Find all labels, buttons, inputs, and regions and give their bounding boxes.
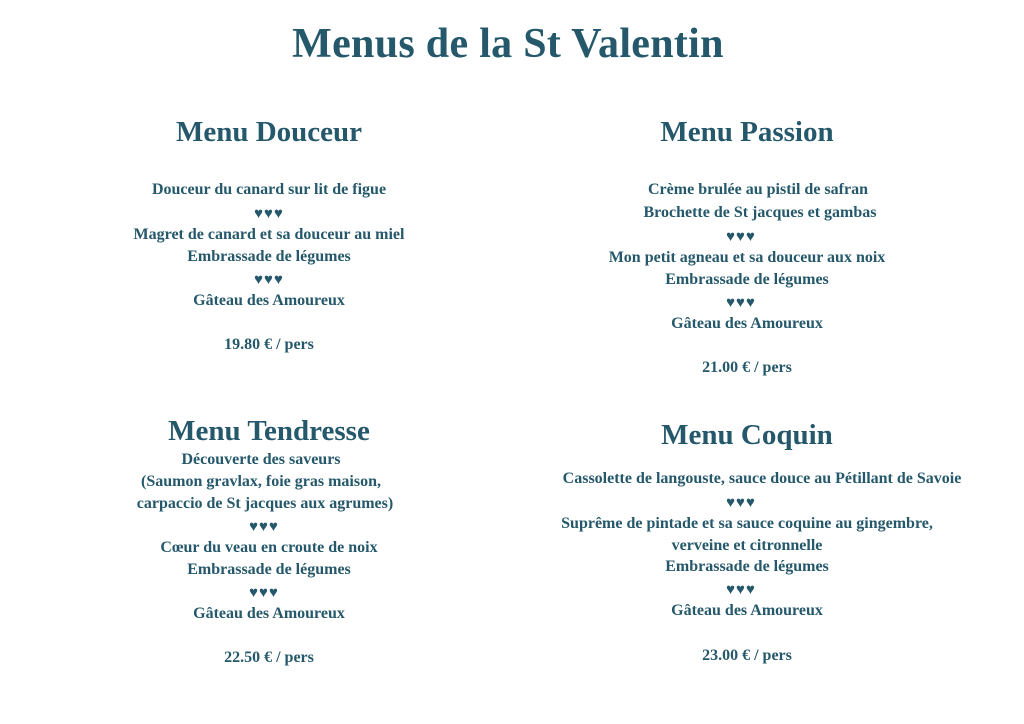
- menu-passion-item-1: Crème brulée au pistil de safran: [648, 181, 868, 198]
- menu-coquin-item-4: Embrassade de légumes: [665, 558, 829, 575]
- menu-douceur-item-4: Gâteau des Amoureux: [193, 292, 345, 309]
- menu-passion-item-2: Brochette de St jacques et gambas: [643, 204, 877, 221]
- menu-passion-item-4: Embrassade de légumes: [665, 271, 829, 288]
- hearts-divider: ♥♥♥: [726, 229, 756, 245]
- menu-coquin-item-3: verveine et citronnelle: [671, 537, 823, 554]
- menu-tendresse-item-1: Découverte des saveurs: [181, 451, 341, 468]
- menu-coquin-price: 23.00 € / pers: [702, 647, 792, 664]
- menu-tendresse-title: Menu Tendresse: [168, 415, 370, 447]
- menu-tendresse-item-5: Embrassade de légumes: [187, 561, 351, 578]
- menu-passion-price: 21.00 € / pers: [702, 359, 792, 376]
- menu-coquin-item-2: Suprême de pintade et sa sauce coquine au gingembre,: [561, 515, 933, 532]
- page-title: Menus de la St Valentin: [292, 21, 724, 67]
- menu-passion-title: Menu Passion: [660, 116, 834, 148]
- menu-passion-item-3: Mon petit agneau et sa douceur aux noix: [608, 249, 886, 266]
- menu-douceur-item-3: Embrassade de légumes: [187, 248, 351, 265]
- menu-tendresse-item-6: Gâteau des Amoureux: [193, 605, 345, 622]
- hearts-divider: ♥♥♥: [726, 295, 756, 311]
- menu-passion-item-5: Gâteau des Amoureux: [671, 315, 823, 332]
- menu-tendresse-price: 22.50 € / pers: [224, 649, 314, 666]
- menu-tendresse-item-2: (Saumon gravlax, foie gras maison,: [141, 473, 381, 490]
- hearts-divider: ♥♥♥: [254, 206, 284, 222]
- hearts-divider: ♥♥♥: [726, 582, 756, 598]
- menu-coquin-item-1: Cassolette de langouste, sauce douce au Pétillant de Savoie: [562, 470, 962, 487]
- hearts-divider: ♥♥♥: [726, 495, 756, 511]
- menu-douceur-item-1: Douceur du canard sur lit de figue: [151, 181, 387, 198]
- menu-coquin-item-5: Gâteau des Amoureux: [671, 602, 823, 619]
- menu-douceur-price: 19.80 € / pers: [224, 336, 314, 353]
- menu-coquin-title: Menu Coquin: [661, 419, 833, 451]
- menu-douceur-item-2: Magret de canard et sa douceur au miel: [133, 226, 405, 243]
- menu-tendresse-item-4: Cœur du veau en croute de noix: [160, 539, 378, 556]
- hearts-divider: ♥♥♥: [249, 519, 279, 535]
- menu-tendresse-item-3: carpaccio de St jacques aux agrumes): [136, 495, 394, 512]
- hearts-divider: ♥♥♥: [249, 585, 279, 601]
- menu-douceur-title: Menu Douceur: [175, 116, 363, 148]
- hearts-divider: ♥♥♥: [254, 272, 284, 288]
